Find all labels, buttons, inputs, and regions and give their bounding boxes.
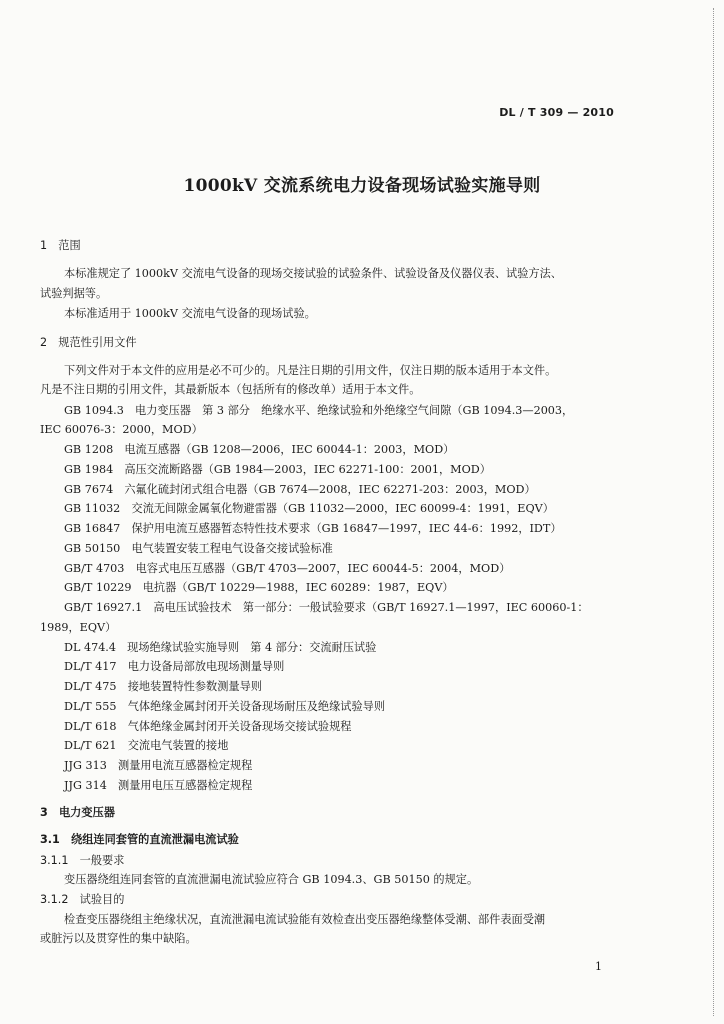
ref-line: DL/T 475 接地装置特性参数测量导则 (64, 680, 262, 693)
ref-line: IEC 60076-3：2000，MOD） (40, 423, 203, 436)
page-number: 1 (595, 960, 602, 973)
s1-para2: 本标准适用于 1000kV 交流电气设备的现场试验。 (64, 307, 316, 320)
ref-line: DL/T 618 气体绝缘金属封闭开关设备现场交接试验规程 (64, 720, 352, 733)
ref-line: GB/T 4703 电容式电压互感器（GB/T 4703—2007，IEC 60044-5：2004，MOD） (64, 562, 511, 575)
section-3-1-1-heading: 3.1.1 一般要求 (40, 854, 125, 867)
section-1-heading: 1 范围 (40, 239, 81, 252)
ref-line: GB 50150 电气装置安装工程电气设备交接试验标准 (64, 542, 333, 555)
standard-code: DL / T 309 — 2010 (499, 106, 614, 119)
ref-line: DL 474.4 现场绝缘试验实施导则 第 4 部分：交流耐压试验 (64, 641, 377, 654)
ref-line: GB 1094.3 电力变压器 第 3 部分 绝缘水平、绝缘试验和外绝缘空气间隙（GB 1094.3—2003， (64, 404, 574, 417)
section-3-1-2-heading: 3.1.2 试验目的 (40, 893, 125, 906)
s311-para: 变压器绕组连同套管的直流泄漏电流试验应符合 GB 1094.3、GB 50150 的规定。 (64, 873, 479, 886)
s1-para1-line1: 本标准规定了 1000kV 交流电气设备的现场交接试验的试验条件、试验设备及仪器仪表、试验方法、 (64, 267, 562, 280)
ref-line: JJG 313 测量用电流互感器检定规程 (64, 759, 253, 772)
scan-edge-dots (711, 8, 714, 1016)
ref-line: DL/T 621 交流电气装置的接地 (64, 739, 229, 752)
document-title: 1000kV 交流系统电力设备现场试验实施导则 (183, 176, 541, 196)
ref-line: GB 1984 高压交流断路器（GB 1984—2003，IEC 62271-100：2001，MOD） (64, 463, 491, 476)
ref-line: DL/T 417 电力设备局部放电现场测量导则 (64, 660, 285, 673)
ref-line: GB/T 10229 电抗器（GB/T 10229—1988，IEC 60289：1987，EQV） (64, 581, 454, 594)
ref-line: JJG 314 测量用电压互感器检定规程 (64, 779, 253, 792)
ref-line: GB 1208 电流互感器（GB 1208—2006，IEC 60044-1：2003，MOD） (64, 443, 455, 456)
section-3-1-heading: 3.1 绕组连同套管的直流泄漏电流试验 (40, 833, 239, 846)
s312-para-line1: 检查变压器绕组主绝缘状况，直流泄漏电流试验能有效检查出变压器绝缘整体受潮、部件表面受潮 (64, 913, 546, 926)
ref-line: 1989，EQV） (40, 621, 117, 634)
ref-line: GB 7674 六氟化硫封闭式组合电器（GB 7674—2008，IEC 62271-203：2003，MOD） (64, 483, 536, 496)
section-3-heading: 3 电力变压器 (40, 806, 115, 819)
section-2-heading: 2 规范性引用文件 (40, 336, 137, 349)
s2-para1-line2: 凡是不注日期的引用文件，其最新版本（包括所有的修改单）适用于本文件。 (40, 383, 421, 396)
s312-para-line2: 或脏污以及贯穿性的集中缺陷。 (40, 932, 197, 945)
ref-line: GB 11032 交流无间隙金属氧化物避雷器（GB 11032—2000，IEC 60099-4：1991，EQV） (64, 502, 554, 515)
s1-para1-line2: 试验判据等。 (40, 287, 108, 300)
ref-line: GB/T 16927.1 高电压试验技术 第一部分：一般试验要求（GB/T 16927.1—1997，IEC 60060-1： (64, 601, 589, 614)
ref-line: GB 16847 保护用电流互感器暂态特性技术要求（GB 16847—1997，IEC 44-6：1992，IDT） (64, 522, 562, 535)
s2-para1-line1: 下列文件对于本文件的应用是必不可少的。凡是注日期的引用文件，仅注日期的版本适用于本文件。 (64, 364, 557, 377)
ref-line: DL/T 555 气体绝缘金属封闭开关设备现场耐压及绝缘试验导则 (64, 700, 386, 713)
